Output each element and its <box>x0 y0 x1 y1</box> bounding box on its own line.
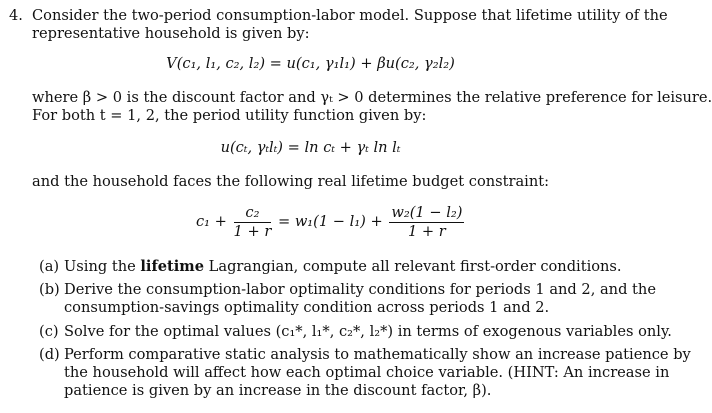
budget-constraint-equation <box>0 200 621 244</box>
item-d-line-3: patience is given by an increase in the discount factor, β). <box>64 382 492 399</box>
lifetime-utility-equation: V(c₁, l₁, c₂, l₂) = u(c₁, γ₁l₁) + βu(c₂, γ₂l₂) <box>166 55 455 72</box>
budget-intro-line: and the household faces the following real lifetime budget constraint: <box>32 173 550 190</box>
item-a-text-pre: Using the <box>64 258 141 275</box>
where-line-1: where β > 0 is the discount factor and γₜ > 0 determines the relative preference for leisure. <box>32 89 712 106</box>
budget-fraction-2-numerator: w₂(1 − l₂) <box>391 203 463 221</box>
period-utility-equation: u(cₜ, γₜlₜ) = ln cₜ + γₜ ln lₜ <box>220 139 401 156</box>
budget-fraction-1 <box>234 205 272 240</box>
budget-fraction-1-numerator: c₂ <box>234 205 272 223</box>
problem-number: 4. <box>9 7 23 24</box>
item-c-label: (c) <box>39 323 59 340</box>
intro-line-2: representative household is given by: <box>32 25 310 42</box>
item-d-line-2: the household will affect how each optimal choice variable. (HINT: An increase in <box>64 364 670 381</box>
budget-fraction-2 <box>389 205 464 240</box>
budget-c1: c₁ + <box>196 213 227 230</box>
item-c-line-1: Solve for the optimal values (c₁*, l₁*, c₂*, l₂*) in terms of exogenous variables only. <box>64 323 672 340</box>
item-d-line-1: Perform comparative static analysis to mathematically show an increase patience by <box>64 346 691 363</box>
item-a-text-post: Lagrangian, compute all relevant first-order conditions. <box>204 258 622 275</box>
budget-fraction-1-denominator: 1 + r <box>233 222 272 240</box>
item-a-label: (a) <box>39 258 60 275</box>
item-b-line-1: Derive the consumption-labor optimality conditions for periods 1 and 2, and the <box>64 281 656 298</box>
budget-middle: = w₁(1 − l₁) + <box>277 213 383 230</box>
item-b-line-2: consumption-savings optimality condition across periods 1 and 2. <box>64 299 550 316</box>
item-d-label: (d) <box>39 346 60 363</box>
budget-fraction-2-denominator: 1 + r <box>408 222 446 240</box>
item-b-label: (b) <box>39 281 60 298</box>
item-a-text-bold: lifetime <box>140 258 205 275</box>
where-line-2: For both t = 1, 2, the period utility function given by: <box>32 107 427 124</box>
item-a-text <box>64 257 622 276</box>
intro-line-1: Consider the two-period consumption-labor model. Suppose that lifetime utility of the <box>32 7 668 24</box>
